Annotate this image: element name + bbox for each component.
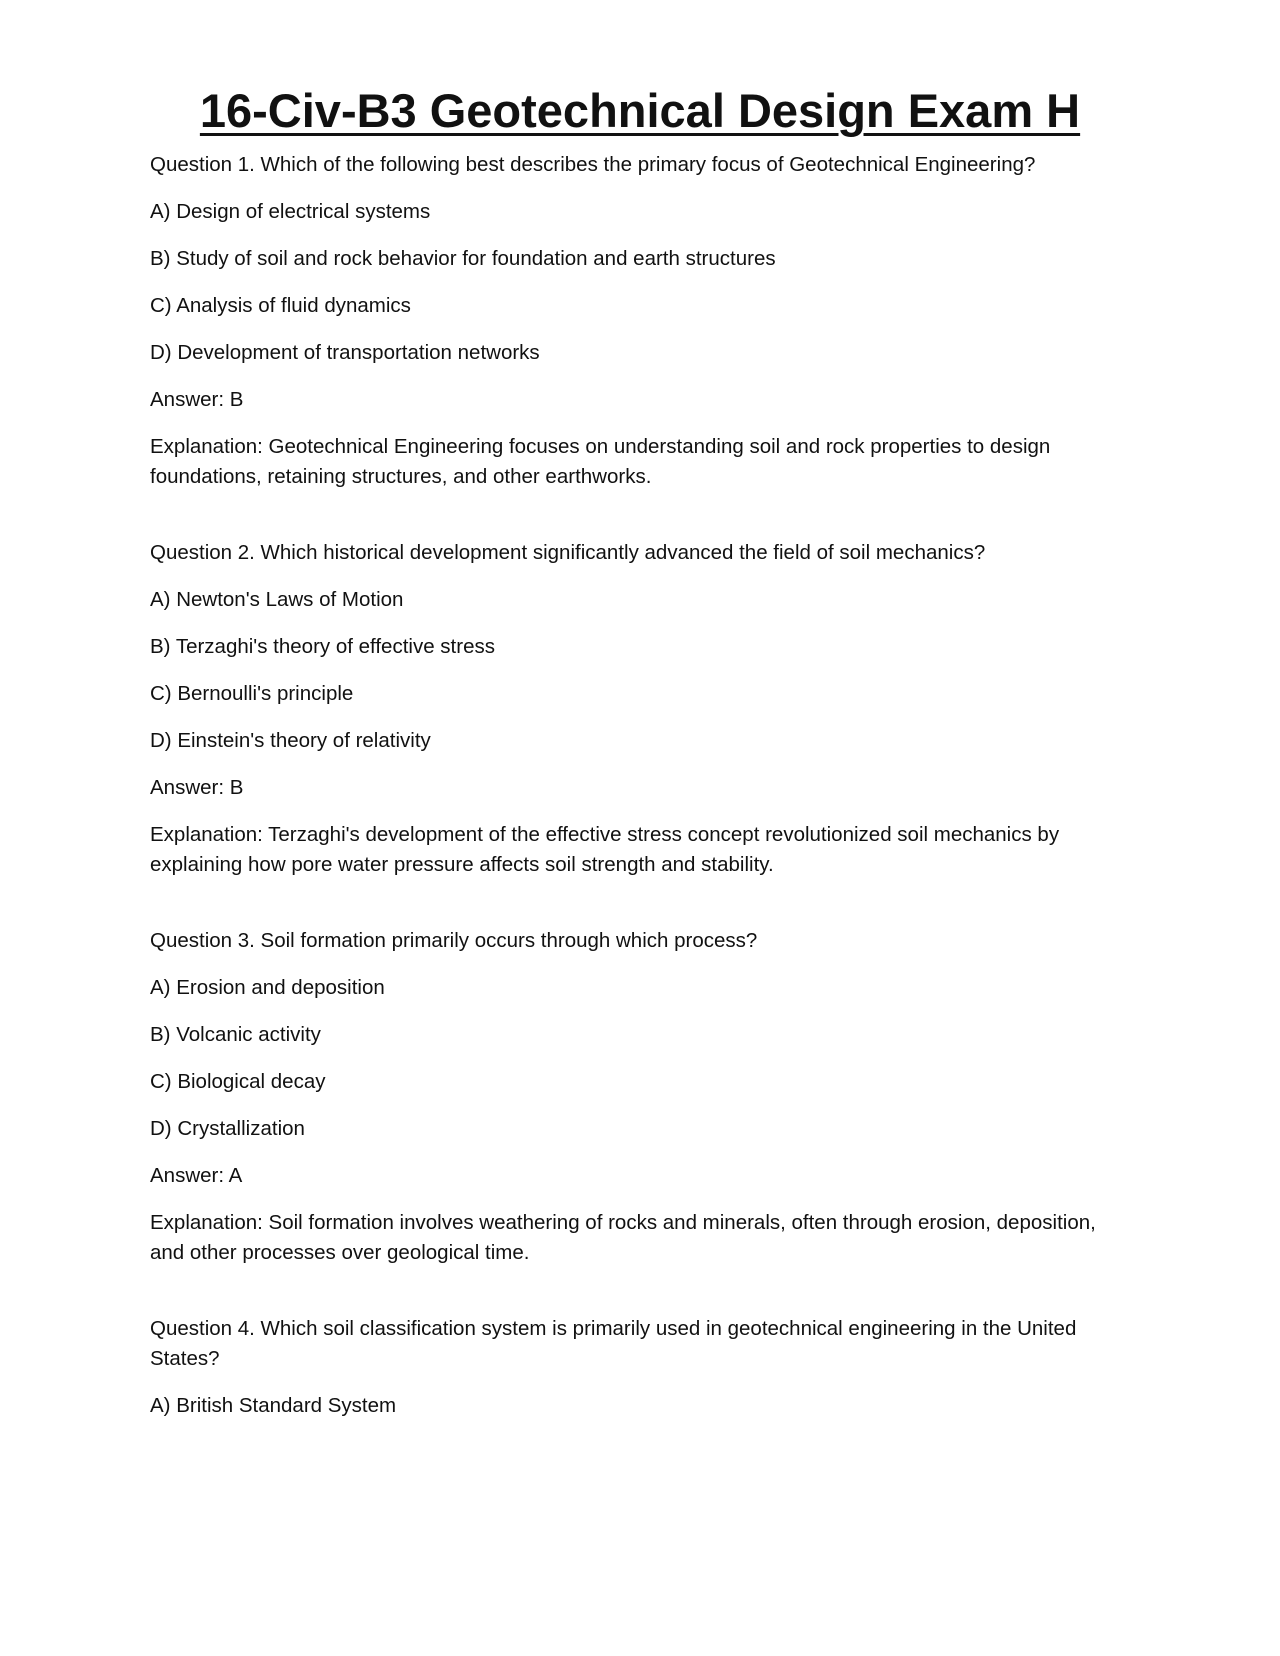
answer-text: Answer: A — [150, 1164, 243, 1187]
question-text: Question 1. Which of the following best describes the primary focus of Geotechnical Engineering? — [150, 153, 1036, 176]
option-b: B) Volcanic activity — [150, 1023, 321, 1046]
question-block-2 — [150, 538, 1130, 880]
question-block-4 — [150, 1314, 1130, 1421]
option-a: A) British Standard System — [150, 1394, 397, 1417]
option-a: A) Design of electrical systems — [150, 200, 431, 223]
explanation-text: Explanation: Geotechnical Engineering focuses on understanding soil and rock properties to design foundations, retaining structures, and other earthworks. — [150, 435, 1051, 488]
question-text: Question 4. Which soil classification system is primarily used in geotechnical engineering in the United States? — [150, 1317, 1077, 1370]
option-a: A) Erosion and deposition — [150, 976, 385, 999]
document-title: 16-Civ-B3 Geotechnical Design Exam H — [199, 84, 1081, 137]
option-d: D) Einstein's theory of relativity — [150, 729, 431, 752]
answer-text: Answer: B — [150, 388, 244, 411]
questions-list — [150, 150, 1130, 1467]
option-b: B) Terzaghi's theory of effective stress — [150, 635, 495, 658]
option-c: C) Analysis of fluid dynamics — [150, 294, 411, 317]
question-text: Question 2. Which historical development significantly advanced the field of soil mechanics? — [150, 541, 986, 564]
explanation-text: Explanation: Terzaghi's development of the effective stress concept revolutionized soil mechanics by explaining how pore water pressure affects soil strength and stability. — [150, 823, 1060, 876]
option-a: A) Newton's Laws of Motion — [150, 588, 404, 611]
explanation-text: Explanation: Soil formation involves weathering of rocks and minerals, often through erosion, deposition, and other processes over geological time. — [150, 1211, 1096, 1264]
option-d: D) Development of transportation networks — [150, 341, 540, 364]
question-block-3 — [150, 926, 1130, 1268]
option-c: C) Biological decay — [150, 1070, 326, 1093]
option-b: B) Study of soil and rock behavior for foundation and earth structures — [150, 247, 776, 270]
option-c: C) Bernoulli's principle — [150, 682, 354, 705]
question-block-1 — [150, 150, 1130, 492]
question-text: Question 3. Soil formation primarily occurs through which process? — [150, 929, 758, 952]
option-d: D) Crystallization — [150, 1117, 305, 1140]
answer-text: Answer: B — [150, 776, 244, 799]
